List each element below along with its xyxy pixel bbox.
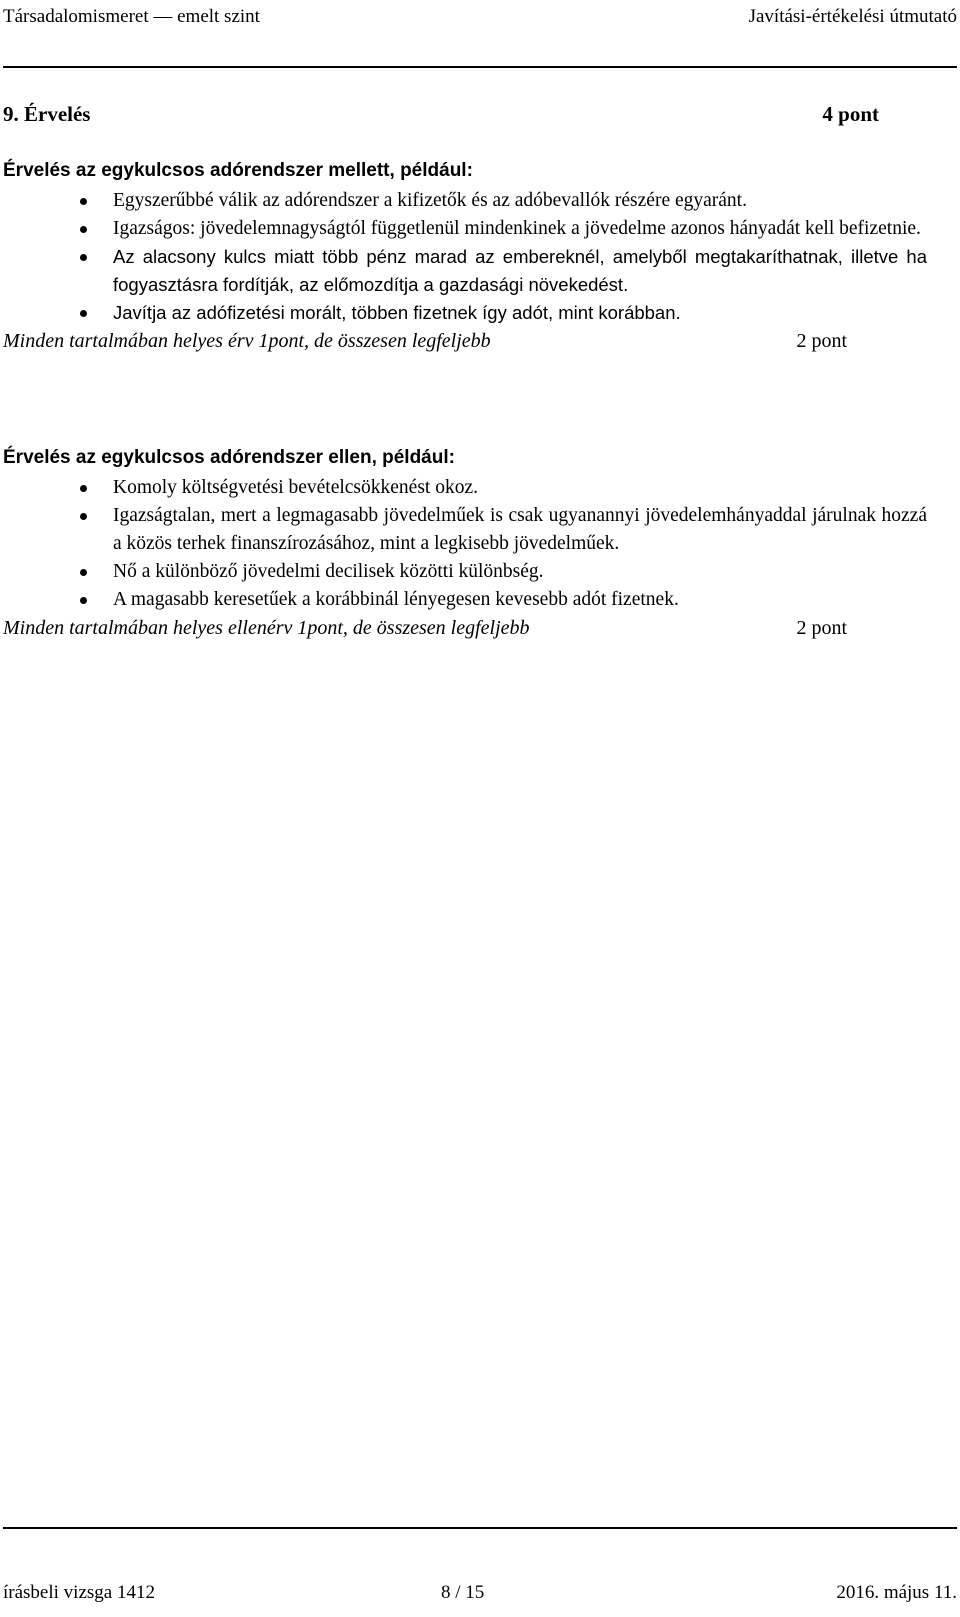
list-item <box>3 299 927 327</box>
list-item-text: Nő a különböző jövedelmi decilisek közötti különbség. <box>113 561 544 582</box>
pro-list <box>3 187 927 327</box>
list-item-text: Javítja az adófizetési morált, többen fizetnek így adót, mint korábban. <box>113 302 681 323</box>
list-item-text: Egyszerűbbé válik az adórendszer a kifizetők és az adóbevallók részére egyaránt. <box>113 190 747 211</box>
page-number: 8 / 15 <box>441 1582 485 1603</box>
list-item <box>3 215 927 243</box>
pro-scoring-points: 2 pont <box>796 330 847 352</box>
list-item <box>3 586 927 614</box>
footer-divider <box>3 1527 957 1529</box>
pro-scoring-line <box>3 327 847 355</box>
pro-scoring-note: Minden tartalmában helyes érv 1pont, de összesen legfeljebb <box>3 330 491 352</box>
list-item <box>3 502 927 558</box>
con-scoring-line <box>3 614 847 642</box>
section-title: 9. Érvelés <box>3 102 91 126</box>
bullet-icon <box>80 226 87 233</box>
list-item-text: Igazságos: jövedelemnagyságtól függetlenül mindenkinek a jövedelme azonos hányadát kell befizetnie. <box>113 218 921 239</box>
list-item-text: A magasabb keresetűek a korábbinál lényegesen kevesebb adót fizetnek. <box>113 589 679 610</box>
list-item <box>3 474 927 502</box>
list-item-text: Az alacsony kulcs miatt több pénz marad az embereknél, amelyből megtakaríthatnak, illetve ha fogyasztásra fordítják, az előmozdítja a gazdasági növekedést. <box>113 246 927 295</box>
bullet-icon <box>80 485 87 492</box>
list-item <box>3 558 927 586</box>
header-subject: Társadalomismeret — emelt szint <box>3 6 260 27</box>
pro-heading: Érvelés az egykulcsos adórendszer mellett, például: <box>3 160 473 181</box>
header-divider <box>3 66 957 68</box>
section-points: 4 pont <box>822 102 879 126</box>
footer-date: 2016. május 11. <box>836 1582 957 1603</box>
list-item-text: Igazságtalan, mert a legmagasabb jövedelműek is csak ugyanannyi jövedelemhányaddal járulnak hozzá a közös terhek finanszírozásához, mint a legkisebb jövedelműek. <box>113 505 927 554</box>
bullet-icon <box>80 597 87 604</box>
page-header <box>3 2 957 32</box>
list-item <box>3 187 927 215</box>
con-list <box>3 474 927 614</box>
list-item-text: Komoly költségvetési bevételcsökkenést okoz. <box>113 477 478 498</box>
page-footer <box>3 1578 957 1608</box>
con-heading: Érvelés az egykulcsos adórendszer ellen, például: <box>3 447 455 468</box>
bullet-icon <box>80 198 87 205</box>
footer-exam-code: írásbeli vizsga 1412 <box>3 1582 155 1603</box>
bullet-icon <box>80 254 87 261</box>
list-item <box>3 243 927 299</box>
bullet-icon <box>80 569 87 576</box>
header-doc-type: Javítási-értékelési útmutató <box>748 6 957 27</box>
pro-arguments-block <box>3 157 927 355</box>
con-scoring-points: 2 pont <box>796 617 847 639</box>
con-arguments-block <box>3 444 927 642</box>
con-scoring-note: Minden tartalmában helyes ellenérv 1pont, de összesen legfeljebb <box>3 617 530 639</box>
bullet-icon <box>80 310 87 317</box>
bullet-icon <box>80 513 87 520</box>
